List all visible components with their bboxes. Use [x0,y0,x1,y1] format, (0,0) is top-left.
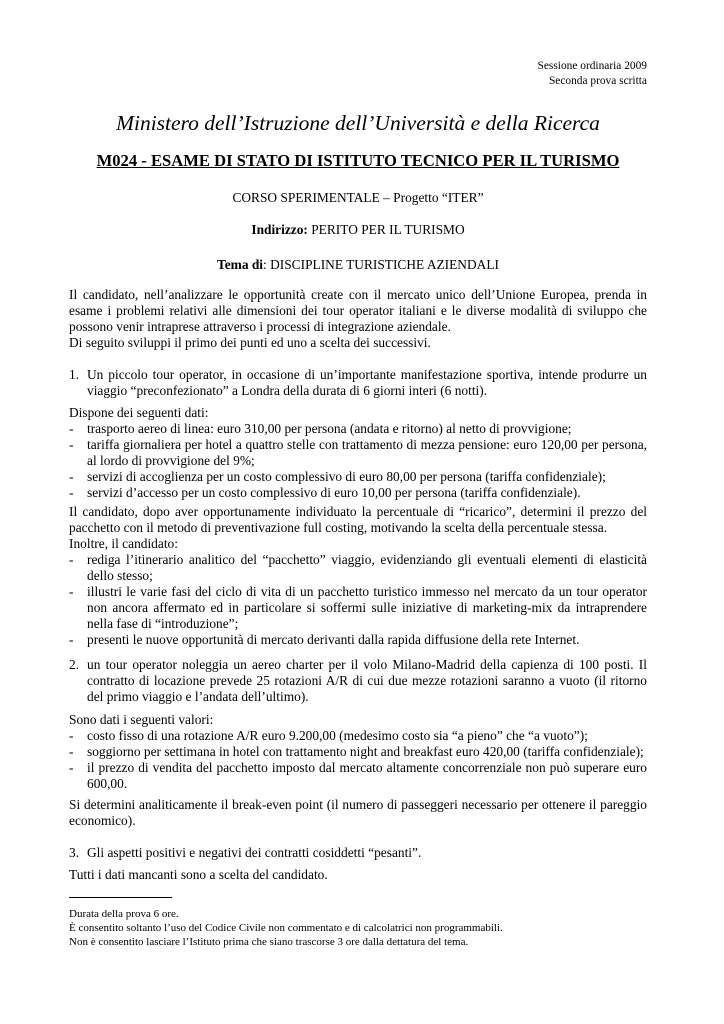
dash-marker: - [69,760,74,775]
test-line: Seconda prova scritta [548,75,647,87]
point-number: 2. [69,657,80,672]
point-2-data [69,712,647,792]
course-line: CORSO SPERIMENTALE – Progetto “ITER” [232,190,484,205]
intro-paragraph: Il candidato, nell’analizzare le opportunità create con il mercato unico dell’Unione Europea, prenda in esame i problemi relativi alle dimensioni dei tour operator italiani e le diverse modalità di sviluppo che possono venir intraprese attraverso i processi di integrazione aziendale. [69,287,647,334]
list-item-text: tariffa giornaliera per hotel a quattro stelle con trattamento di mezza pensione: euro 120,00 per persona, al lordo di provvigione del 9%; [87,437,647,468]
dash-marker: - [69,744,74,759]
list-item [69,584,647,632]
point-1 [69,367,647,399]
list-item [69,552,647,584]
point-text: un tour operator noleggia un aereo charter per il volo Milano-Madrid della capienza di 100 posti. Il contratto di locazione prevede 25 rotazioni A/R di cui due mezze rotazioni saranno a vuoto (il ritorno del primo viaggio e l’andata dell’ultimo). [87,657,647,704]
list-item-text: costo fisso di una rotazione A/R euro 9.200,00 (medesimo costo sia “a pieno” che “a vuoto”); [87,728,588,743]
point-1-data [69,405,647,501]
theme-value: : DISCIPLINE TURISTICHE AZIENDALI [263,257,499,272]
leave-rule-note: Non è consentito lasciare l’Istituto prima che siano trascorse 3 ore dalla dettatura del tema. [69,936,469,948]
list-item-text: trasporto aereo di linea: euro 310,00 per persona (andata e ritorno) al netto di provvigione; [87,421,572,436]
allowed-tools-note: È consentito soltanto l’uso del Codice Civile non commentato e di calcolatrici non programmabili. [69,922,503,934]
list-item-text: servizi d’accesso per un costo complessivo di euro 10,00 per persona (tariffa confidenziale). [87,485,581,500]
data-heading: Dispone dei seguenti dati: [69,405,209,420]
dash-marker: - [69,437,74,452]
task-paragraph: Si determini analiticamente il break-even point (il numero di passeggeri necessario per ottenere il pareggio economico). [69,797,647,828]
list-item [69,760,647,792]
duration-note: Durata della prova 6 ore. [69,908,179,920]
list-item-text: rediga l’itinerario analitico del “pacchetto” viaggio, evidenziando gli eventuali elementi di elasticità dello stesso; [87,552,647,583]
dash-marker: - [69,485,74,500]
list-item-text: soggiorno per settimana in hotel con trattamento night and breakfast euro 420,00 (tariffa confidenziale); [87,744,644,759]
point-text: Un piccolo tour operator, in occasione di un’importante manifestazione sportiva, intende produrre un viaggio “preconfezionato” a Londra della durata di 6 giorni interi (6 notti). [87,367,647,398]
dash-marker: - [69,469,74,484]
address-label: Indirizzo: [251,222,308,237]
point-number: 3. [69,845,80,860]
session-info [538,59,647,89]
exam-title [69,151,647,171]
list-item [69,421,647,437]
task-paragraph: Il candidato, dopo aver opportunamente individuato la percentuale di “ricarico”, determini il prezzo del pacchetto con il metodo di preventivazione full costing, motivando la scelta della percentuale stessa. [69,504,647,535]
point-2 [69,657,647,705]
dash-marker: - [69,552,74,567]
point-2-text [69,657,647,705]
dash-marker: - [69,421,74,436]
closing-note: Tutti i dati mancanti sono a scelta del candidato. [69,867,328,882]
point-text: Gli aspetti positivi e negativi dei contratti cosiddetti “pesanti”. [87,845,422,860]
list-item [69,485,647,501]
intro-instruction: Di seguito sviluppi il primo dei punti ed uno a scelta dei successivi. [69,335,431,350]
point-3-text [69,845,647,861]
point-2-task [69,797,647,829]
address-value: PERITO PER IL TURISMO [307,222,465,237]
point-number: 1. [69,367,80,382]
list-item-text: illustri le varie fasi del ciclo di vita di un pacchetto turistico immesso nel mercato da un tour operator non ancora affermato ed in particolare si soffermi sulle iniziative di marketing-mix da intraprendere nella fase di “introduzione”; [87,584,647,631]
exam-title-text: M024 - ESAME DI STATO DI ISTITUTO TECNICO PER IL TURISMO [96,151,620,170]
point-3 [69,845,647,861]
task-heading: Inoltre, il candidato: [69,536,178,551]
footer-divider [69,897,172,898]
list-item [69,469,647,485]
session-line: Sessione ordinaria 2009 [537,60,647,72]
list-item-text: servizi di accoglienza per un costo complessivo di euro 80,00 per persona (tariffa confidenziale); [87,469,606,484]
dash-marker: - [69,632,74,647]
dash-marker: - [69,584,74,599]
footer-notes [69,907,647,949]
data-heading: Sono dati i seguenti valori: [69,712,214,727]
dash-marker: - [69,728,74,743]
list-item-text: presenti le nuove opportunità di mercato derivanti dalla rapida diffusione della rete Internet. [87,632,580,647]
theme-line [69,257,647,273]
address-line [69,222,647,238]
theme-label: Tema di [217,257,264,272]
list-item [69,632,647,648]
point-1-task [69,504,647,648]
intro-section [69,287,647,351]
point-1-text [69,367,647,399]
list-item [69,728,647,744]
ministry-title: Ministero dell’Istruzione dell’Università e della Ricerca [116,111,600,135]
list-item [69,437,647,469]
list-item [69,744,647,760]
list-item-text: il prezzo di vendita del pacchetto imposto dal mercato altamente concorrenziale non può superare euro 600,00. [87,760,647,791]
